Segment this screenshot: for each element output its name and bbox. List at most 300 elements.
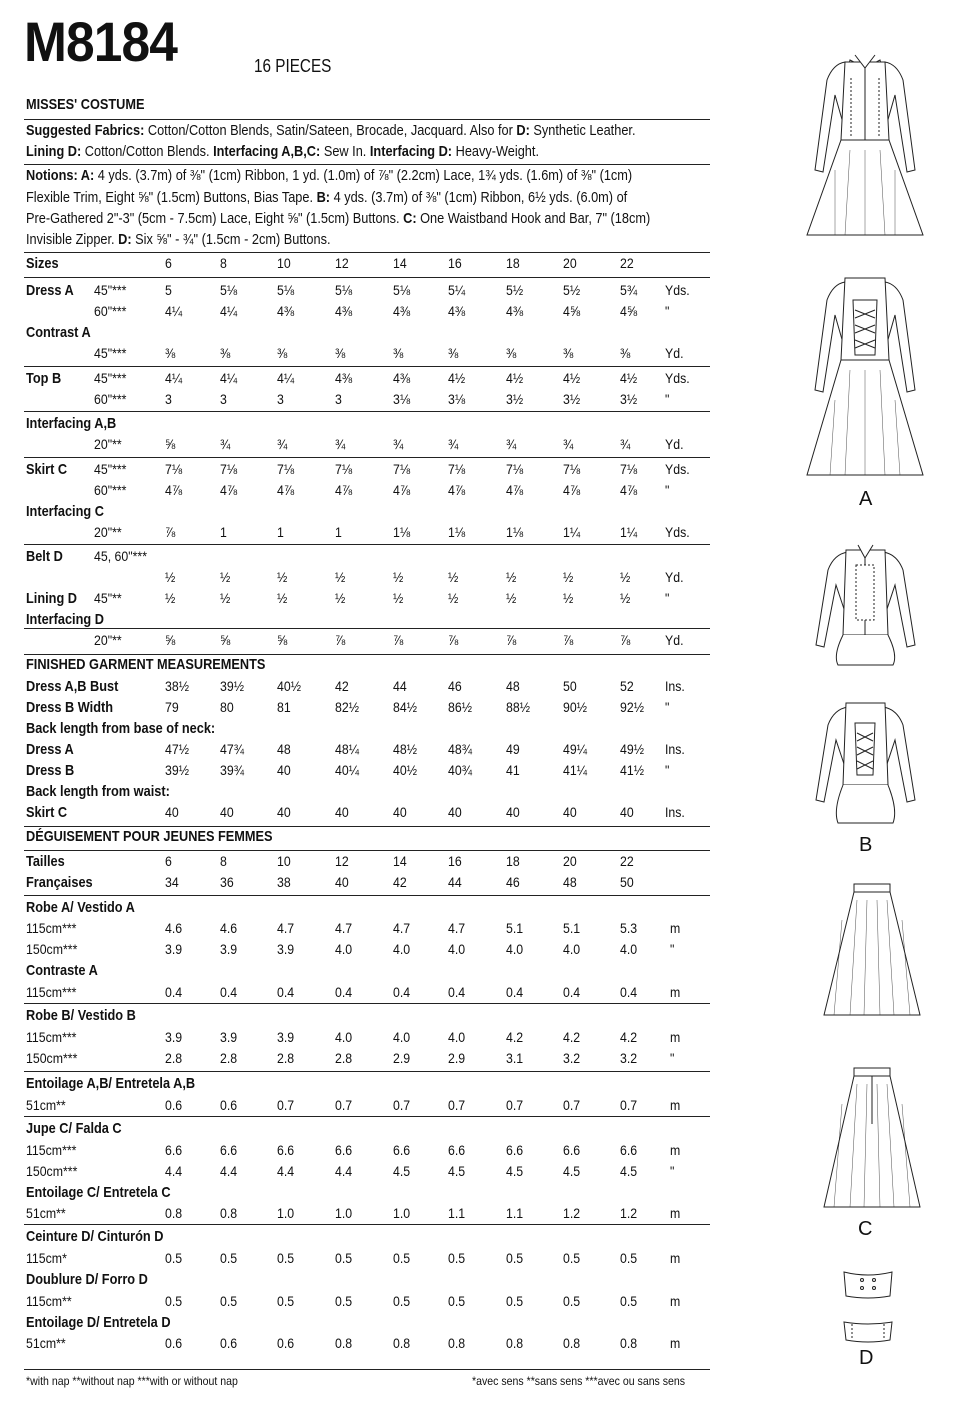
value-cell: 40 <box>165 804 179 820</box>
value-cell: 1.2 <box>620 1205 638 1221</box>
value-cell: 18 <box>506 853 520 869</box>
value-cell: ¾ <box>335 436 346 452</box>
value-cell: 6 <box>165 853 172 869</box>
value-cell: 6.6 <box>448 1142 466 1158</box>
unit: m <box>670 1293 681 1309</box>
value-cell: ½ <box>165 590 176 606</box>
unit: Yd. <box>665 569 684 585</box>
francaises-label: Françaises <box>26 874 93 891</box>
value-cell: 6.6 <box>620 1142 638 1158</box>
value-cell: 4.2 <box>563 1029 581 1045</box>
value-cell: ⅞ <box>335 632 346 648</box>
row-label: Belt D <box>26 548 63 565</box>
row-label: Contrast A <box>26 324 91 341</box>
divider <box>24 544 710 545</box>
value-cell: 5⅛ <box>335 282 353 298</box>
value-cell: 4¼ <box>277 370 295 386</box>
value-cell: 0.4 <box>335 984 353 1000</box>
unit: Yds. <box>665 461 690 477</box>
value-cell: 4⅝ <box>563 303 581 319</box>
measurement-label: Back length from waist: <box>26 783 170 800</box>
value-cell: ½ <box>220 569 231 585</box>
value-cell: 4⅜ <box>506 303 524 319</box>
fabric-width: 115cm*** <box>26 920 77 936</box>
value-cell: 6.6 <box>277 1142 295 1158</box>
unit: " <box>665 699 670 715</box>
footnote-us: *with nap **without nap ***with or without nap <box>26 1374 238 1388</box>
value-cell: 41¼ <box>563 762 587 778</box>
value-cell: 49 <box>506 741 520 757</box>
value-cell: 4⅜ <box>393 303 411 319</box>
value-cell: 5⅛ <box>393 282 411 298</box>
value-cell: 8 <box>220 255 227 271</box>
value-cell: 3⅛ <box>393 391 411 407</box>
value-cell: 0.5 <box>506 1293 524 1309</box>
value-cell: 40½ <box>277 678 301 694</box>
row-label: Interfacing D <box>26 611 104 628</box>
fabric-width: 115cm*** <box>26 1029 77 1045</box>
unit: Yds. <box>665 524 690 540</box>
value-cell: 3.1 <box>506 1050 524 1066</box>
value-cell: 6.6 <box>393 1142 411 1158</box>
value-cell: 48¾ <box>448 741 472 757</box>
unit: " <box>670 1050 675 1066</box>
value-cell: 10 <box>277 853 291 869</box>
divider <box>24 252 710 253</box>
value-cell: 0.5 <box>563 1250 581 1266</box>
pattern-title: MISSES' COSTUME <box>26 96 145 113</box>
fabric-width: 51cm** <box>26 1205 66 1221</box>
value-cell: 2.8 <box>277 1050 295 1066</box>
value-cell: 0.4 <box>277 984 295 1000</box>
value-cell: 22 <box>620 255 634 271</box>
value-cell: 40 <box>220 804 234 820</box>
value-cell: 48¼ <box>335 741 359 757</box>
view-c-back-illustration <box>822 1064 922 1212</box>
value-cell: ½ <box>506 569 517 585</box>
value-cell: 50 <box>620 874 634 890</box>
tailles-label: Tailles <box>26 853 65 870</box>
value-cell: 0.7 <box>393 1097 411 1113</box>
row-label: Dress A <box>26 282 74 299</box>
unit: m <box>670 1097 681 1113</box>
value-cell: 36 <box>220 874 234 890</box>
fabrics-line-1: Suggested Fabrics: Cotton/Cotton Blends, Satin/Sateen, Brocade, Jacquard. Also for D: Synthetic Leather. <box>26 122 636 139</box>
value-cell: 4⅞ <box>506 482 524 498</box>
fabric-width: 115cm* <box>26 1250 67 1266</box>
value-cell: 0.4 <box>165 984 183 1000</box>
value-cell: ⅜ <box>393 345 404 361</box>
value-cell: 3.9 <box>277 1029 295 1045</box>
value-cell: 18 <box>506 255 520 271</box>
value-cell: 4.0 <box>393 1029 411 1045</box>
sizes-label: Sizes <box>26 255 59 272</box>
value-cell: 2.8 <box>220 1050 238 1066</box>
value-cell: 5¼ <box>448 282 466 298</box>
view-b-front-illustration <box>808 540 923 670</box>
value-cell: ½ <box>393 590 404 606</box>
row-label: Top B <box>26 370 62 387</box>
fabric-width: 60"*** <box>94 391 127 407</box>
value-cell: ⅝ <box>220 632 231 648</box>
value-cell: 4⅞ <box>393 482 411 498</box>
value-cell: ½ <box>165 569 176 585</box>
value-cell: 40 <box>563 804 577 820</box>
fabric-width: 45"*** <box>94 370 127 386</box>
value-cell: 4.7 <box>335 920 353 936</box>
value-cell: 3½ <box>506 391 524 407</box>
value-cell: 0.4 <box>563 984 581 1000</box>
fabrics-line-2: Lining D: Cotton/Cotton Blends. Interfacing A,B,C: Sew In. Interfacing D: Heavy-Weight. <box>26 143 539 160</box>
fabric-width: 150cm*** <box>26 1163 78 1179</box>
value-cell: 4⅜ <box>335 370 353 386</box>
value-cell: 3.9 <box>277 941 295 957</box>
value-cell: 1⅛ <box>448 524 466 540</box>
value-cell: 12 <box>335 853 349 869</box>
value-cell: 4.7 <box>448 920 466 936</box>
fabric-width: 45"*** <box>94 282 127 298</box>
value-cell: 4¼ <box>165 370 183 386</box>
value-cell: 6 <box>165 255 172 271</box>
value-cell: 4¼ <box>220 370 238 386</box>
value-cell: 92½ <box>620 699 644 715</box>
value-cell: 0.5 <box>393 1293 411 1309</box>
value-cell: 0.8 <box>620 1335 638 1351</box>
value-cell: 4½ <box>620 370 638 386</box>
value-cell: 3½ <box>620 391 638 407</box>
value-cell: 4⅜ <box>335 303 353 319</box>
divider <box>24 1071 710 1072</box>
unit: " <box>670 941 675 957</box>
value-cell: 4⅞ <box>165 482 183 498</box>
unit: " <box>670 1163 675 1179</box>
value-cell: ⅜ <box>220 345 231 361</box>
value-cell: 0.4 <box>393 984 411 1000</box>
value-cell: 40 <box>393 804 407 820</box>
value-cell: 16 <box>448 255 462 271</box>
value-cell: 6.6 <box>220 1142 238 1158</box>
value-cell: 48 <box>277 741 291 757</box>
value-cell: 49½ <box>620 741 644 757</box>
value-cell: 0.7 <box>448 1097 466 1113</box>
row-label: Doublure D/ Forro D <box>26 1271 148 1288</box>
view-d-label: D <box>859 1347 874 1369</box>
view-a-front-illustration <box>805 50 925 240</box>
value-cell: 14 <box>393 255 407 271</box>
unit: Ins. <box>665 804 685 820</box>
fabric-width: 45"*** <box>94 345 127 361</box>
row-label: Contraste A <box>26 962 98 979</box>
divider <box>24 654 710 655</box>
fabric-width: 60"*** <box>94 303 127 319</box>
view-a-label: A <box>859 488 873 510</box>
value-cell: 0.4 <box>620 984 638 1000</box>
value-cell: 52 <box>620 678 634 694</box>
value-cell: 5 <box>165 282 172 298</box>
value-cell: ⅞ <box>448 632 459 648</box>
value-cell: 2.9 <box>393 1050 411 1066</box>
divider <box>24 457 710 458</box>
view-d-front-illustration <box>838 1268 898 1300</box>
value-cell: 1.0 <box>393 1205 411 1221</box>
value-cell: ⅜ <box>277 345 288 361</box>
value-cell: 4.0 <box>393 941 411 957</box>
value-cell: 1.0 <box>277 1205 295 1221</box>
unit: Yds. <box>665 370 690 386</box>
value-cell: 4.5 <box>563 1163 581 1179</box>
value-cell: 46 <box>448 678 462 694</box>
value-cell: 4.4 <box>220 1163 238 1179</box>
value-cell: 41½ <box>620 762 644 778</box>
value-cell: ½ <box>620 590 631 606</box>
value-cell: 84½ <box>393 699 417 715</box>
value-cell: 0.8 <box>220 1205 238 1221</box>
divider <box>24 628 710 629</box>
fabric-width: 150cm*** <box>26 1050 78 1066</box>
value-cell: 3 <box>335 391 342 407</box>
unit: Ins. <box>665 741 685 757</box>
notions-line-3: Pre-Gathered 2"-3" (5cm - 7.5cm) Lace, Eight ⅝" (1.5cm) Buttons. C: One Waistband Hook and Bar, 7" (18cm) <box>26 210 651 227</box>
value-cell: 0.7 <box>506 1097 524 1113</box>
divider <box>24 850 710 851</box>
fabric-width: 45"*** <box>94 461 127 477</box>
value-cell: 4⅜ <box>277 303 295 319</box>
footnote-fr: *avec sens **sans sens ***avec ou sans sens <box>472 1374 686 1388</box>
measurement-label: Dress B <box>26 762 75 779</box>
value-cell: 3.9 <box>165 1029 183 1045</box>
row-label: Entoilage D/ Entretela D <box>26 1314 171 1331</box>
value-cell: 5.1 <box>506 920 524 936</box>
value-cell: ⅜ <box>335 345 346 361</box>
row-label: Entoilage A,B/ Entretela A,B <box>26 1075 196 1092</box>
row-label: Entoilage C/ Entretela C <box>26 1184 171 1201</box>
value-cell: 3⅛ <box>448 391 466 407</box>
value-cell: ½ <box>393 569 404 585</box>
value-cell: ¾ <box>620 436 631 452</box>
fabric-width: 60"*** <box>94 482 127 498</box>
value-cell: 4.0 <box>335 941 353 957</box>
value-cell: 4.4 <box>335 1163 353 1179</box>
value-cell: ¾ <box>448 436 459 452</box>
value-cell: 7⅛ <box>220 461 238 477</box>
value-cell: 40¾ <box>448 762 472 778</box>
value-cell: 6.6 <box>563 1142 581 1158</box>
value-cell: 0.7 <box>277 1097 295 1113</box>
value-cell: 3 <box>165 391 172 407</box>
value-cell: 47¾ <box>220 741 244 757</box>
value-cell: 0.5 <box>335 1293 353 1309</box>
value-cell: 4.6 <box>220 920 238 936</box>
divider <box>24 1003 710 1004</box>
row-label: Skirt C <box>26 461 68 478</box>
value-cell: 16 <box>448 853 462 869</box>
unit: " <box>665 303 670 319</box>
fabric-width: 51cm** <box>26 1097 66 1113</box>
value-cell: 1¼ <box>563 524 581 540</box>
value-cell: 5.1 <box>563 920 581 936</box>
value-cell: 5½ <box>563 282 581 298</box>
value-cell: 80 <box>220 699 234 715</box>
value-cell: ½ <box>335 569 346 585</box>
value-cell: 4.0 <box>506 941 524 957</box>
value-cell: 46 <box>506 874 520 890</box>
fabric-width: 45"** <box>94 590 122 606</box>
value-cell: 1.1 <box>506 1205 524 1221</box>
value-cell: 12 <box>335 255 349 271</box>
value-cell: 4⅞ <box>563 482 581 498</box>
value-cell: ½ <box>448 569 459 585</box>
value-cell: 0.8 <box>506 1335 524 1351</box>
unit: Yds. <box>665 282 690 298</box>
value-cell: 0.5 <box>563 1293 581 1309</box>
value-cell: ⅝ <box>165 632 176 648</box>
value-cell: 82½ <box>335 699 359 715</box>
unit: Yd. <box>665 436 684 452</box>
unit: " <box>665 482 670 498</box>
value-cell: 4.5 <box>506 1163 524 1179</box>
value-cell: 4.0 <box>563 941 581 957</box>
fabric-width: 115cm** <box>26 1293 72 1309</box>
value-cell: 3 <box>220 391 227 407</box>
divider <box>24 164 710 165</box>
value-cell: 22 <box>620 853 634 869</box>
value-cell: 4.0 <box>448 941 466 957</box>
value-cell: 0.6 <box>220 1097 238 1113</box>
value-cell: 1 <box>335 524 342 540</box>
value-cell: ⅜ <box>506 345 517 361</box>
value-cell: 7⅛ <box>165 461 183 477</box>
divider <box>24 366 710 367</box>
value-cell: ⅞ <box>563 632 574 648</box>
value-cell: 4⅞ <box>335 482 353 498</box>
value-cell: 0.5 <box>220 1293 238 1309</box>
fabric-width: 115cm*** <box>26 1142 77 1158</box>
value-cell: 0.7 <box>563 1097 581 1113</box>
divider <box>24 895 710 896</box>
value-cell: 4.6 <box>165 920 183 936</box>
french-title: DÉGUISEMENT POUR JEUNES FEMMES <box>26 828 273 845</box>
value-cell: 4⅞ <box>220 482 238 498</box>
measurement-label: Back length from base of neck: <box>26 720 216 737</box>
value-cell: 86½ <box>448 699 472 715</box>
measurement-label: Dress B Width <box>26 699 114 716</box>
value-cell: 0.5 <box>448 1250 466 1266</box>
value-cell: 50 <box>563 678 577 694</box>
value-cell: 0.8 <box>335 1335 353 1351</box>
value-cell: 40 <box>335 874 349 890</box>
value-cell: 4.0 <box>620 941 638 957</box>
divider <box>24 1224 710 1225</box>
value-cell: 4.2 <box>506 1029 524 1045</box>
fabric-width: 20"** <box>94 632 122 648</box>
fabric-width: 115cm*** <box>26 984 77 1000</box>
value-cell: 4.2 <box>620 1029 638 1045</box>
view-b-label: B <box>859 834 873 856</box>
value-cell: 81 <box>277 699 291 715</box>
unit: m <box>670 1205 681 1221</box>
value-cell: 40½ <box>393 762 417 778</box>
value-cell: ½ <box>563 590 574 606</box>
value-cell: 0.8 <box>448 1335 466 1351</box>
notions-line-2: Flexible Trim, Eight ⅝" (1.5cm) Buttons, Bias Tape. B: 4 yds. (3.7m) of ⅜" (1cm) Ribbon, 6½ yds. (6.0m) of <box>26 189 628 206</box>
value-cell: 4.7 <box>277 920 295 936</box>
value-cell: 40 <box>277 804 291 820</box>
value-cell: 4⅞ <box>277 482 295 498</box>
pattern-number: M8184 <box>24 10 177 73</box>
value-cell: 8 <box>220 853 227 869</box>
view-c-label: C <box>858 1218 873 1240</box>
value-cell: ½ <box>335 590 346 606</box>
value-cell: 20 <box>563 255 577 271</box>
unit: Yd. <box>665 345 684 361</box>
value-cell: 7⅛ <box>506 461 524 477</box>
value-cell: ¾ <box>220 436 231 452</box>
row-label: Robe A/ Vestido A <box>26 899 135 916</box>
value-cell: 1⅛ <box>393 524 411 540</box>
fabric-width: 45, 60"*** <box>94 548 148 564</box>
unit: " <box>665 590 670 606</box>
value-cell: 4⅝ <box>620 303 638 319</box>
value-cell: ¾ <box>506 436 517 452</box>
divider <box>24 119 710 120</box>
value-cell: ⅜ <box>165 345 176 361</box>
value-cell: 5½ <box>506 282 524 298</box>
value-cell: 1 <box>220 524 227 540</box>
value-cell: 41 <box>506 762 520 778</box>
value-cell: 3.9 <box>220 1029 238 1045</box>
value-cell: 4⅞ <box>620 482 638 498</box>
value-cell: 0.8 <box>393 1335 411 1351</box>
value-cell: 4⅞ <box>448 482 466 498</box>
fabric-width: 150cm*** <box>26 941 78 957</box>
value-cell: 1 <box>277 524 284 540</box>
value-cell: ⅞ <box>620 632 631 648</box>
value-cell: 7⅛ <box>277 461 295 477</box>
value-cell: ½ <box>277 590 288 606</box>
value-cell: 5.3 <box>620 920 638 936</box>
unit: " <box>665 391 670 407</box>
value-cell: 6.6 <box>335 1142 353 1158</box>
value-cell: 4.7 <box>393 920 411 936</box>
value-cell: 10 <box>277 255 291 271</box>
fabric-width: 51cm** <box>26 1335 66 1351</box>
value-cell: 0.4 <box>506 984 524 1000</box>
value-cell: ⅝ <box>277 632 288 648</box>
value-cell: 4.4 <box>277 1163 295 1179</box>
value-cell: ⅜ <box>448 345 459 361</box>
value-cell: ½ <box>448 590 459 606</box>
divider <box>24 1116 710 1117</box>
unit: m <box>670 1250 681 1266</box>
value-cell: 40 <box>277 762 291 778</box>
value-cell: 0.4 <box>448 984 466 1000</box>
value-cell: 40 <box>335 804 349 820</box>
value-cell: ⅜ <box>563 345 574 361</box>
value-cell: 48 <box>506 678 520 694</box>
value-cell: 4½ <box>506 370 524 386</box>
value-cell: 6.6 <box>506 1142 524 1158</box>
value-cell: 0.5 <box>335 1250 353 1266</box>
unit: m <box>670 920 681 936</box>
value-cell: 1¼ <box>620 524 638 540</box>
measurements-title: FINISHED GARMENT MEASUREMENTS <box>26 656 266 673</box>
value-cell: ½ <box>620 569 631 585</box>
value-cell: 4½ <box>563 370 581 386</box>
value-cell: 5¾ <box>620 282 638 298</box>
measurement-label: Skirt C <box>26 804 68 821</box>
value-cell: 2.8 <box>335 1050 353 1066</box>
value-cell: 0.5 <box>393 1250 411 1266</box>
